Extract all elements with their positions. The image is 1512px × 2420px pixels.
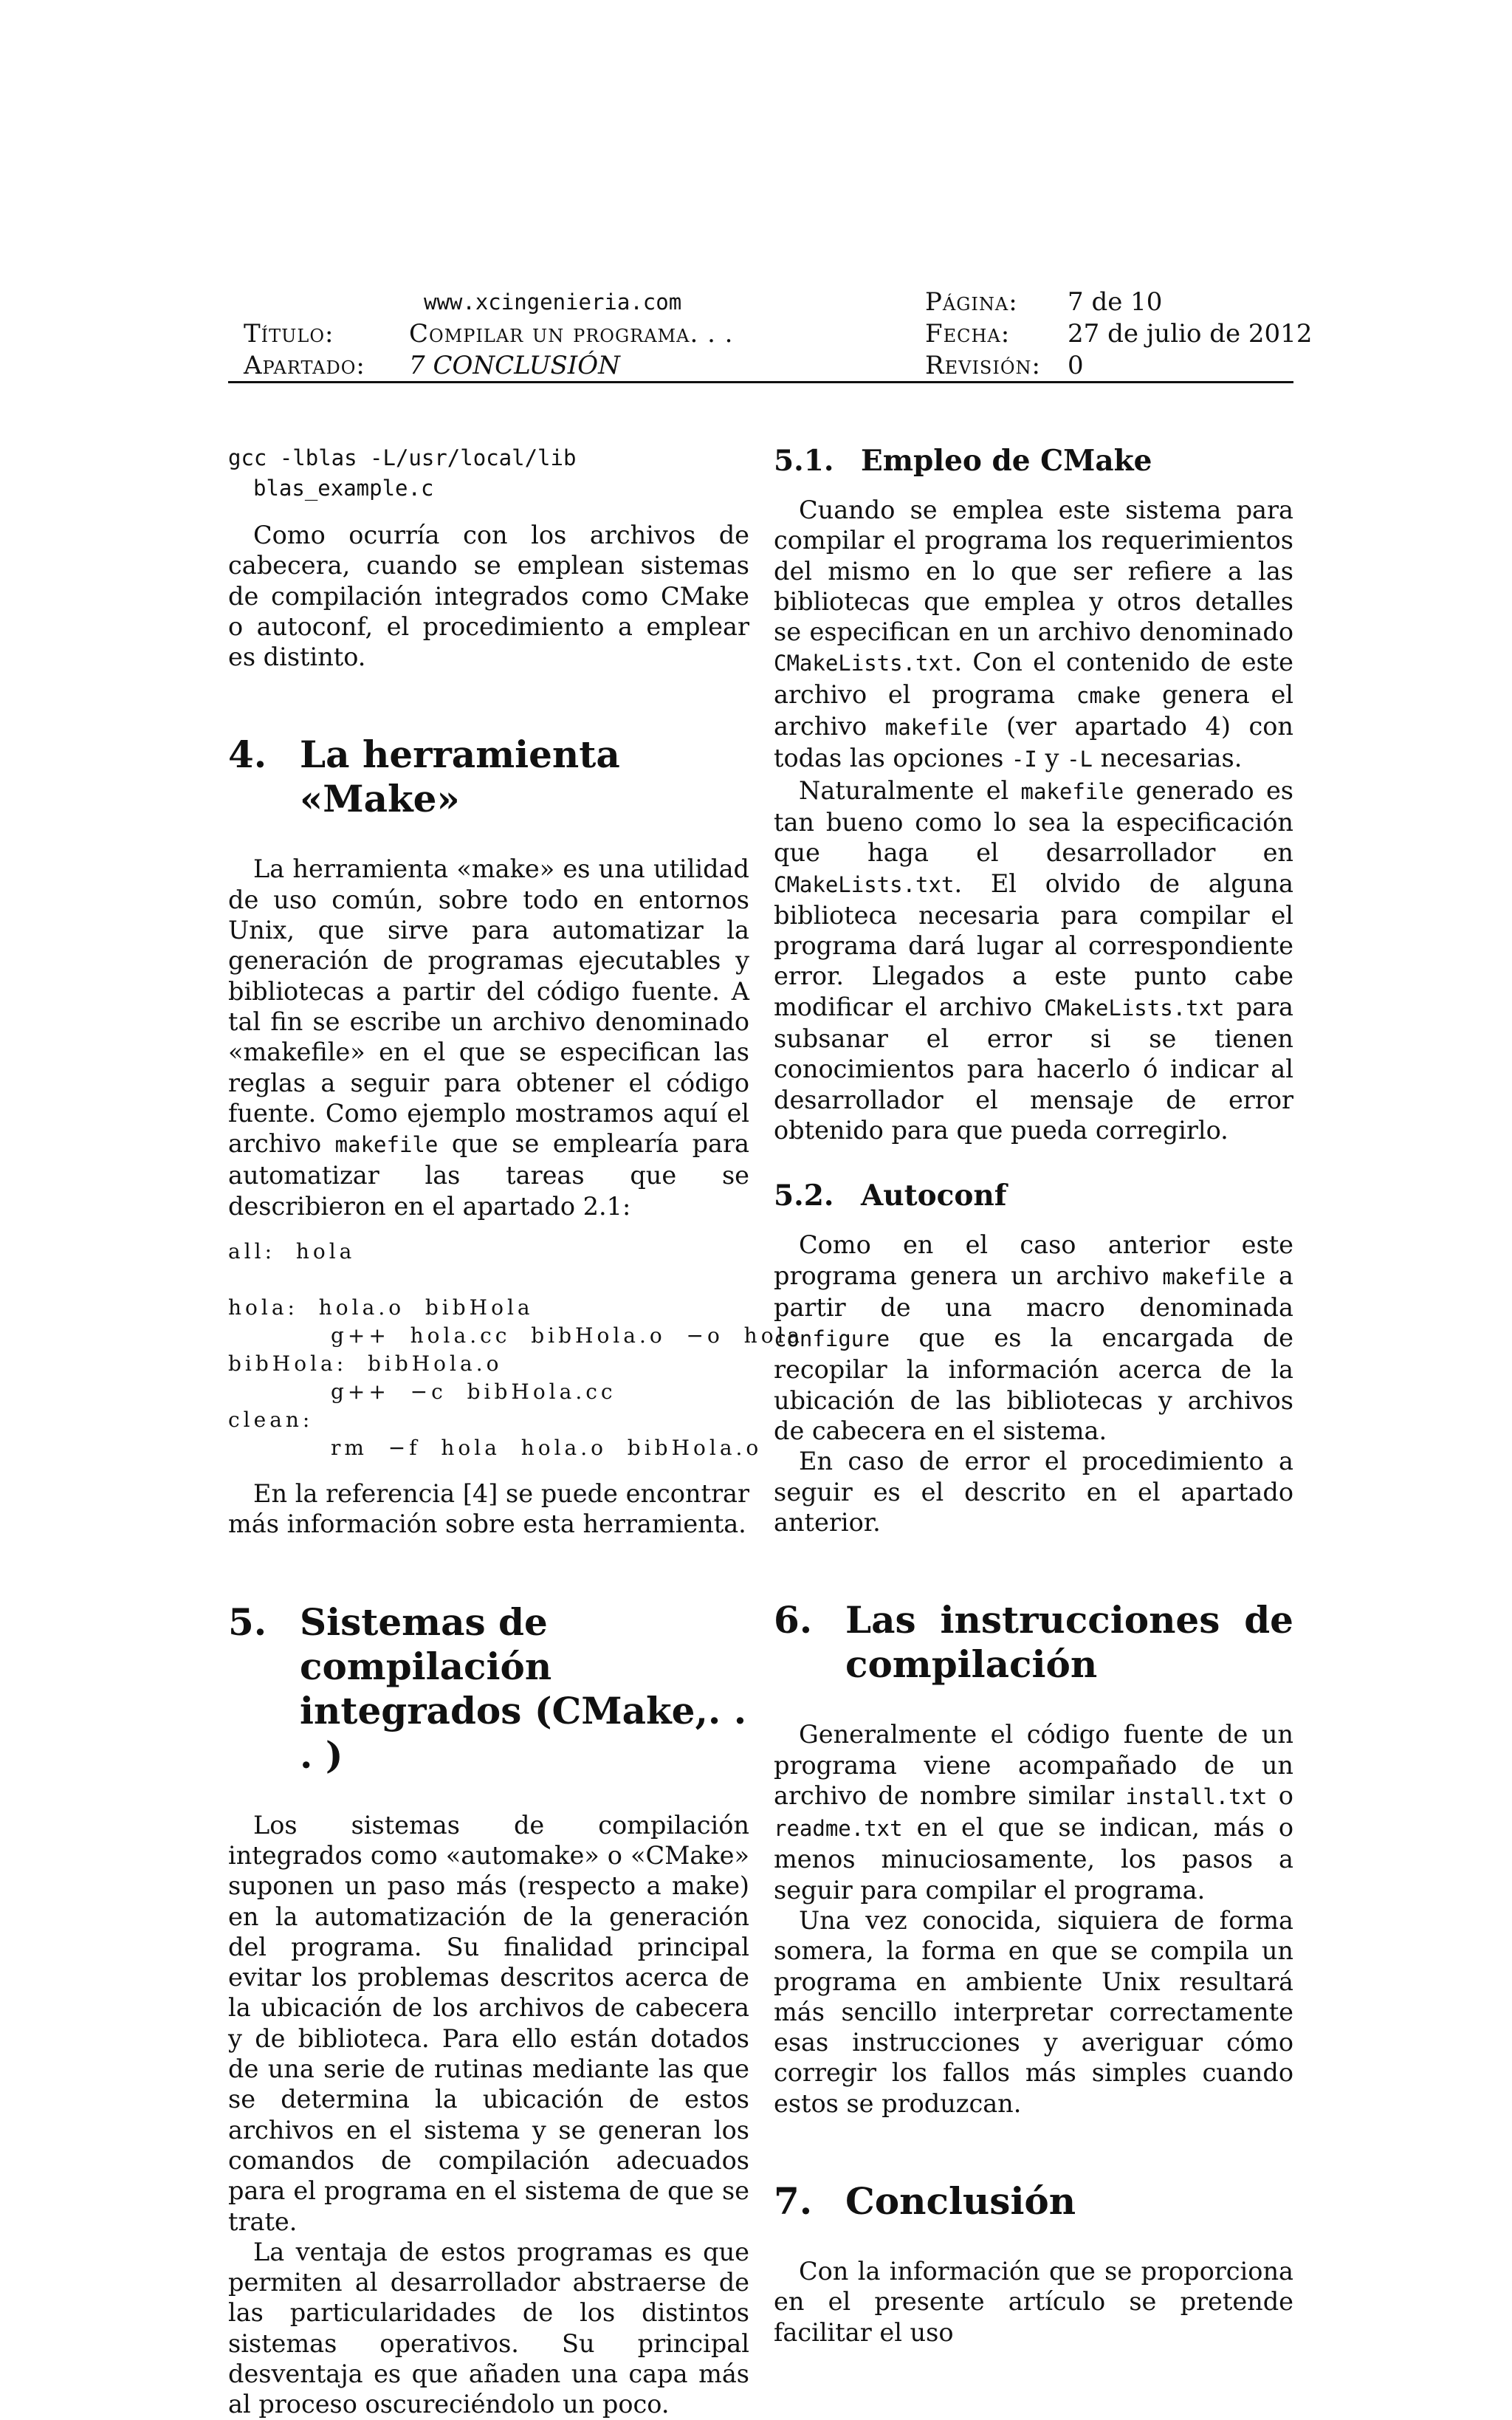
- text-run: . El olvido de alguna biblioteca necesaria para compilar el programa dará lugar al correspondiente error. Llegados a este punto cabe modificar el archivo: [774, 868, 1293, 1021]
- section-5-paragraph-2: La ventaja de estos programas es que permiten al desarrollador abstraerse de las particularidades de los distintos sistemas operativos. Su principal desventaja es que añaden una capa más al proceso oscureciéndolo un poco.: [228, 2237, 749, 2419]
- text-run: Cuando se emplea este sistema para compilar el programa los requerimientos del mismo en lo que ser refiere a las bibliotecas que emplea y otros detalles se especifican en un archivo denominado: [774, 496, 1293, 647]
- inline-code: readme.txt: [774, 1816, 903, 1842]
- inline-code: -L: [1067, 747, 1093, 772]
- section-4-heading: [228, 733, 749, 821]
- listing-line: g++ −c bibHola.cc: [228, 1379, 616, 1405]
- gcc-command-line1: gcc -lblas -L/usr/local/lib: [228, 445, 577, 470]
- section-5-title-line1: Sistemas de compilación: [300, 1600, 552, 1688]
- header-apartado-label: Apartado:: [244, 351, 365, 380]
- section-5-paragraph-1: Los sistemas de compilación integrados como «automake» o «CMake» suponen un paso más (respecto a make) en la automatización de la generación del programa. Su finalidad principal evitar los problemas descritos acerca de la ubicación de los archivos de cabecera y de biblioteca. Para ello están dotados de una serie de rutinas mediante las que se determina la ubicación de estos archivos en el sistema y se generan los comandos de compilación adecuados para el programa en el sistema de que se trate.: [228, 1810, 749, 2236]
- running-header: [228, 287, 1313, 381]
- inline-code: install.txt: [1125, 1783, 1268, 1809]
- subsection-5-1-paragraph-2: [774, 775, 1293, 1146]
- header-fecha-label: Fecha:: [925, 319, 1011, 349]
- inline-code: makefile: [884, 715, 989, 741]
- section-4-title: La herramienta «Make»: [300, 733, 620, 821]
- header-revision-value: 0: [1068, 351, 1084, 380]
- section-6-title-line1: Las instrucciones de: [845, 1598, 1293, 1642]
- header-website: www.xcingenieria.com: [424, 289, 682, 315]
- listing-line: [228, 1266, 749, 1294]
- section-7-title: Conclusión: [845, 2179, 1076, 2224]
- text-run: genera el archivo: [774, 679, 1293, 741]
- text-run: que es la encargada de recopilar la información acerca de la ubicación de las bibliotecas y archivos de cabecera en el sistema.: [774, 1323, 1293, 1446]
- section-7-paragraph-1: Con la información que se proporciona en el presente artículo se pretende facilitar el uso: [774, 2257, 1293, 2347]
- section-4-paragraph-1: [228, 854, 749, 1221]
- text-run: generado es tan bueno como lo sea la especificación que haga el desarrollador en: [774, 775, 1293, 868]
- inline-code: cmake: [1076, 682, 1141, 708]
- text-run: La herramienta «make» es una utilidad de uso común, sobre todo en entornos Unix, que sirve para automatizar la generación de programas ejecutables y bibliotecas a partir del código fuente. A tal fin se escribe un archivo denominado «makefile» en el que se especifican las reglas a seguir para obtener el código fuente. Como ejemplo mostramos aquí el archivo: [228, 854, 749, 1159]
- text-run: y: [1037, 744, 1068, 773]
- section-5-title-line2: integrados (CMake,. . . ): [300, 1688, 747, 1777]
- section-4-paragraph-2: En la referencia [4] se puede encontrar más información sobre esta herramienta.: [228, 1479, 749, 1539]
- text-run: (ver apartado 4) con todas las opciones: [774, 712, 1293, 773]
- subsection-5-2-title: Autoconf: [861, 1179, 1007, 1213]
- inline-code: makefile: [1020, 778, 1124, 804]
- inline-code: makefile: [1162, 1264, 1266, 1289]
- header-revision-label: Revisión:: [925, 351, 1041, 380]
- header-pagina-label: Página:: [925, 287, 1018, 317]
- inline-code: CMakeLists.txt: [774, 651, 955, 676]
- text-run: Naturalmente el: [799, 775, 1021, 805]
- text-run: en el que se indican, más o menos minuciosamente, los pasos a seguir para compilar el programa.: [774, 1813, 1293, 1905]
- intro-paragraph: Como ocurría con los archivos de cabecera, cuando se emplean sistemas de compilación integrados como CMake o autoconf, el procedimiento a emplear es distinto.: [228, 521, 749, 672]
- makefile-listing: [228, 1238, 804, 1462]
- subsection-5-2-paragraph-1: [774, 1230, 1293, 1446]
- gcc-command: [228, 443, 749, 504]
- text-run: Generalmente el código fuente de un programa viene acompañado de un archivo de nombre similar: [774, 1720, 1293, 1810]
- header-titulo-label: Título:: [244, 319, 334, 349]
- section-5-heading: [228, 1600, 749, 1778]
- header-apartado-value: 7 CONCLUSIÓN: [409, 351, 620, 380]
- header-rule: [228, 381, 1293, 383]
- listing-line: clean:: [228, 1408, 314, 1433]
- inline-code: configure: [774, 1326, 890, 1352]
- listing-line: g++ hola.cc bibHola.o −o hola: [228, 1323, 804, 1348]
- listing-line: rm −f hola hola.o bibHola.o: [228, 1436, 763, 1461]
- subsection-5-1-title: Empleo de CMake: [861, 444, 1152, 478]
- section-6-title-line2: compilación: [845, 1642, 1098, 1687]
- section-6-heading: [774, 1598, 1293, 1687]
- listing-line: hola: hola.o bibHola: [228, 1295, 534, 1320]
- listing-line: all: hola: [228, 1239, 356, 1264]
- subsection-5-2-paragraph-2: En caso de error el procedimiento a seguir es el descrito en el apartado anterior.: [774, 1447, 1293, 1537]
- section-5-title: [300, 1600, 749, 1778]
- text-run: para subsanar el error si se tienen conocimientos para hacerlo ó indicar al desarrollador el mensaje de error obtenido para que pueda corregirlo.: [774, 992, 1293, 1145]
- listing-line: bibHola: bibHola.o: [228, 1351, 503, 1377]
- section-5-number: 5.: [228, 1600, 267, 1644]
- gcc-command-line2: blas_example.c: [253, 476, 434, 501]
- text-run: o: [1267, 1780, 1293, 1810]
- header-fecha-value: 27 de julio de 2012: [1068, 319, 1313, 349]
- header-pagina-value: 7 de 10: [1068, 287, 1163, 317]
- section-7-number: 7.: [774, 2179, 813, 2224]
- text-run: . Con el contenido de este archivo el programa: [774, 648, 1293, 709]
- text-run: necesarias.: [1093, 744, 1243, 773]
- text-run: Como en el caso anterior este programa genera un archivo: [774, 1230, 1293, 1290]
- inline-code: CMakeLists.txt: [774, 871, 955, 897]
- subsection-5-1-paragraph-1: [774, 495, 1293, 775]
- inline-code: makefile: [334, 1132, 439, 1158]
- subsection-5-2-heading: [774, 1178, 1293, 1213]
- section-6-paragraph-2: Una vez conocida, siquiera de forma somera, la forma en que se compila un programa en ambiente Unix resultará más sencillo interpretar correctamente esas instrucciones y averiguar cómo corregir los fallos más simples cuando estos se produzcan.: [774, 1905, 1293, 2118]
- subsection-5-1-number: 5.1.: [774, 444, 834, 478]
- text-run: a partir de una macro denominada: [774, 1261, 1293, 1322]
- inline-code: CMakeLists.txt: [1044, 995, 1225, 1021]
- text-run: que se emplearía para automatizar las tareas que se describieron en el apartado 2.1:: [228, 1129, 750, 1221]
- section-6-title: [845, 1598, 1293, 1687]
- section-4-number: 4.: [228, 733, 267, 777]
- inline-code: -I: [1011, 747, 1037, 772]
- subsection-5-1-heading: [774, 443, 1293, 479]
- section-7-heading: [774, 2179, 1293, 2224]
- subsection-5-2-number: 5.2.: [774, 1179, 834, 1213]
- section-6-paragraph-1: [774, 1719, 1293, 1905]
- right-column: [774, 443, 1293, 2348]
- section-6-number: 6.: [774, 1598, 813, 1642]
- header-titulo-value: Compilar un programa. . .: [409, 319, 734, 349]
